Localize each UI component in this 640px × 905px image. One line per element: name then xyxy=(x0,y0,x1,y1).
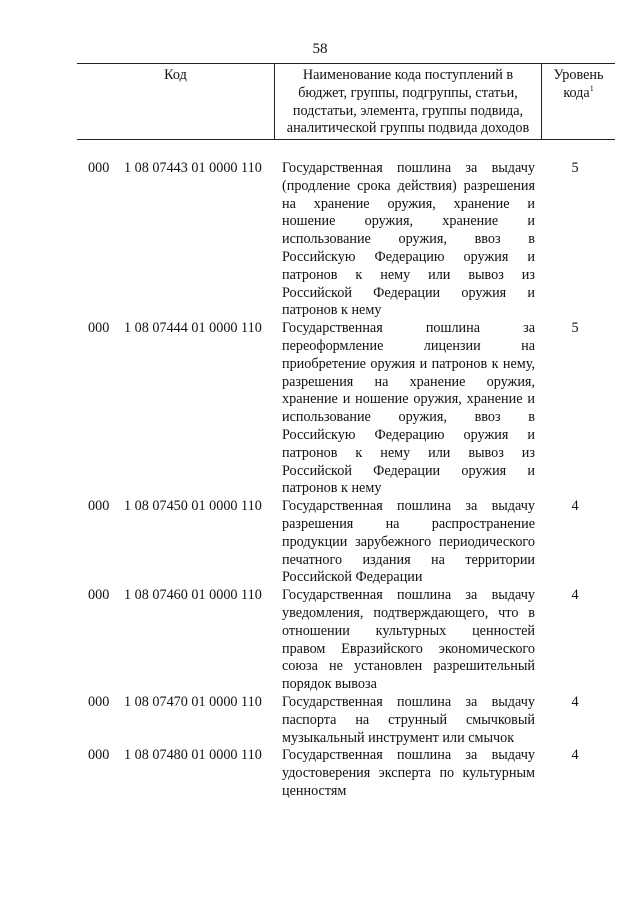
table-row xyxy=(0,694,640,747)
header-level-footnote: 1 xyxy=(589,83,594,93)
row-admin-code: 000 xyxy=(88,320,110,337)
row-description-line: уведомления, подтверждающего, что в xyxy=(282,604,535,621)
row-description-line: паспорта на струнный смычковый xyxy=(282,711,535,728)
row-income-code: 1 08 07470 01 0000 110 xyxy=(124,693,262,710)
row-description xyxy=(282,694,535,747)
header-name-line: Наименование кода поступлений в xyxy=(302,67,514,83)
header-code-column xyxy=(77,64,275,139)
row-admin-code: 000 xyxy=(88,498,110,515)
row-description-line: Государственная пошлина за выдачу xyxy=(282,498,535,515)
header-name-line: подстатьи, элемента, группы подвида, xyxy=(292,102,524,119)
row-description-line: продукции зарубежного периодического xyxy=(282,533,535,550)
row-description-line: Государственная пошлина за выдачу xyxy=(282,747,535,764)
row-income-code: 1 08 07443 01 0000 110 xyxy=(124,160,262,176)
row-description-line: патронов к нему или вывоз из xyxy=(282,266,535,283)
row-description-line: удостоверения эксперта по культурным xyxy=(282,765,535,782)
row-description-line: приобретение оружия и патронов к нему, xyxy=(282,355,535,372)
row-description-line: разрешения на хранение оружия, xyxy=(282,373,535,390)
row-description-line: разрешения на распространение xyxy=(282,515,535,532)
row-description-line: Российской Федерации оружия и xyxy=(282,462,535,479)
row-description-line: патронов к нему xyxy=(282,302,382,319)
row-description-line: Государственная пошлина за выдачу xyxy=(282,160,535,176)
row-description-line: хранение и ношение оружия, хранение и xyxy=(282,391,535,408)
row-level: 4 xyxy=(571,747,579,764)
row-description-line: союза не установлен разрешительный xyxy=(282,658,535,675)
row-description-line: использование оружия, ввоз в xyxy=(282,231,535,248)
row-level: 4 xyxy=(571,587,579,604)
row-description-line: Российской Федерации оружия и xyxy=(282,284,535,301)
row-admin-code: 000 xyxy=(88,693,110,710)
row-level: 4 xyxy=(571,498,579,515)
row-description-line: ношение оружия, хранение и xyxy=(282,213,535,230)
row-income-code: 1 08 07450 01 0000 110 xyxy=(124,498,262,515)
row-description-line: отношении культурных ценностей xyxy=(282,622,535,639)
row-level: 5 xyxy=(571,320,579,337)
row-description xyxy=(282,320,535,498)
row-admin-code: 000 xyxy=(88,587,110,604)
table-row xyxy=(0,160,640,320)
page-number: 58 xyxy=(312,41,328,57)
header-level-column xyxy=(542,64,615,139)
row-description-line: (продление срока действия) разрешения xyxy=(282,177,535,194)
row-income-code: 1 08 07460 01 0000 110 xyxy=(124,587,262,604)
row-description-line: порядок вывоза xyxy=(282,676,377,693)
table-row xyxy=(0,747,640,800)
row-description-line: Российской Федерации xyxy=(282,569,423,586)
table-body xyxy=(0,160,640,801)
row-description-line: музыкальный инструмент или смычок xyxy=(282,729,515,746)
row-description xyxy=(282,160,535,320)
row-description-line: ценностям xyxy=(282,782,347,799)
header-level-label-2 xyxy=(542,85,615,103)
row-level: 5 xyxy=(571,160,579,176)
row-income-code: 1 08 07480 01 0000 110 xyxy=(124,747,262,764)
row-description xyxy=(282,587,535,694)
header-code-label: Код xyxy=(164,67,187,83)
table-row xyxy=(0,498,640,587)
row-admin-code: 000 xyxy=(88,160,110,176)
row-description-line: переоформление лицензии на xyxy=(282,337,535,354)
row-income-code: 1 08 07444 01 0000 110 xyxy=(124,320,262,337)
table-row xyxy=(0,320,640,498)
row-description-line: правом Евразийского экономического xyxy=(282,640,535,657)
row-description-line: Российскую Федерацию оружия и xyxy=(282,426,535,443)
header-level-label: Уровень xyxy=(553,67,604,83)
row-description-line: печатного издания на территории xyxy=(282,551,535,568)
row-description-line: патронов к нему или вывоз из xyxy=(282,444,535,461)
row-description xyxy=(282,498,535,587)
row-description-line: патронов к нему xyxy=(282,480,382,497)
header-name-column xyxy=(275,64,542,139)
row-level: 4 xyxy=(571,693,579,710)
table-row xyxy=(0,587,640,694)
row-description xyxy=(282,747,535,800)
row-description-line: на хранение оружия, хранение и xyxy=(282,195,535,212)
table-header xyxy=(77,63,615,140)
row-description-line: Государственная пошлина за выдачу xyxy=(282,587,535,604)
header-name-line: аналитической группы подвида доходов xyxy=(286,120,530,137)
header-name-line: бюджет, группы, подгруппы, статьи, xyxy=(298,84,518,101)
header-level-word: кода xyxy=(563,84,590,101)
row-admin-code: 000 xyxy=(88,747,110,764)
row-description-line: использование оружия, ввоз в xyxy=(282,409,535,426)
row-description-line: Государственная пошлина за xyxy=(282,320,535,337)
row-description-line: Российскую Федерацию оружия и xyxy=(282,248,535,265)
row-description-line: Государственная пошлина за выдачу xyxy=(282,693,535,710)
